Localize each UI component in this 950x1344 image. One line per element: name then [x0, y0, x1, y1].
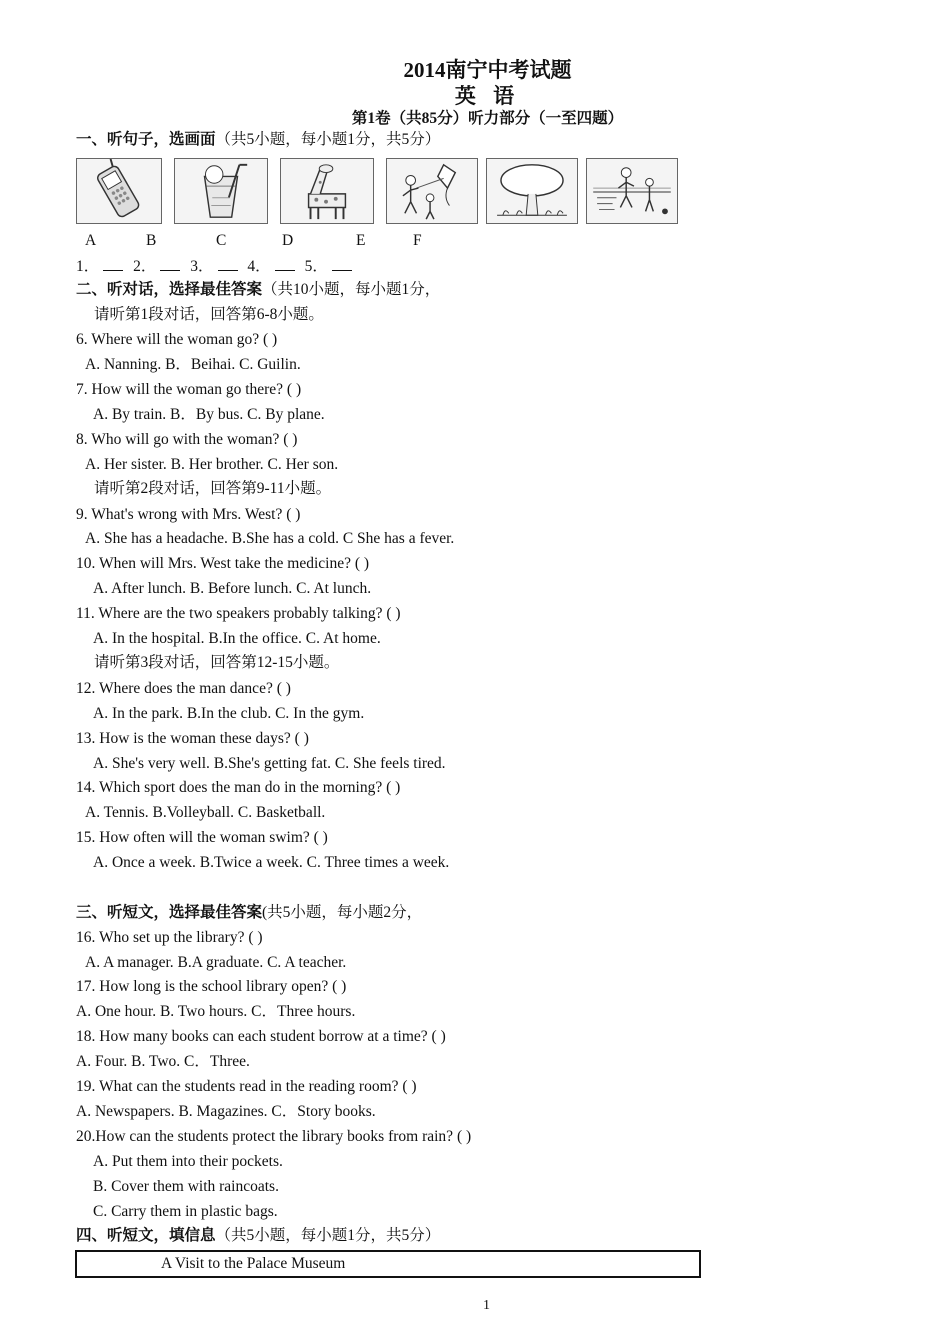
section2-heading-note: （共10小题，每小题1分，	[262, 281, 441, 298]
question-9: 9. What's wrong with Mrs. West? ( )	[76, 506, 301, 523]
options-19: A. Newspapers. B. Magazines. C．Story books.	[76, 1103, 376, 1120]
question-6: 6. Where will the woman go? ( )	[76, 331, 278, 348]
subject: 英 语	[454, 84, 521, 108]
section1-heading	[76, 130, 440, 150]
part-heading: 第1卷（共85分）听力部分（一至四题）	[351, 110, 624, 127]
page-number: 1	[483, 1298, 490, 1313]
section2-heading-bold: 二、听对话，选择最佳答案	[76, 281, 263, 298]
options-16: A. A manager. B.A graduate. C. A teacher.	[85, 954, 347, 971]
dialog2-instruction: 请听第2段对话，回答第9-11小题。	[94, 480, 332, 497]
kite-icon	[387, 159, 477, 223]
question-20: 20.How can the students protect the library books from rain? ( )	[76, 1128, 472, 1145]
question-17: 17. How long is the school library open? ( )	[76, 978, 347, 995]
answer-blank[interactable]	[103, 256, 123, 271]
children-icon	[587, 159, 677, 223]
answer-label: 5．	[304, 258, 328, 275]
question-10: 10. When will Mrs. West take the medicine? ( )	[76, 555, 370, 572]
phone-icon	[77, 159, 161, 223]
options-7: A. By train. B．By bus. C. By plane.	[93, 406, 325, 423]
question-14: 14. Which sport does the man do in the morning? ( )	[76, 779, 401, 796]
section4-heading	[76, 1226, 440, 1246]
options-17: A. One hour. B. Two hours. C．Three hours.	[76, 1003, 356, 1020]
picture-f	[586, 158, 678, 224]
section1-heading-note: （共5小题，每小题1分，共5分）	[215, 131, 441, 148]
answer-label: 2．	[133, 258, 157, 275]
answer-blank[interactable]	[160, 256, 180, 271]
question-15: 15. How often will the woman swim? ( )	[76, 829, 328, 846]
section3-heading-note: (共5小题，每小题2分，	[262, 904, 423, 921]
options-15: A. Once a week. B.Twice a week. C. Three times a week.	[93, 854, 450, 871]
picture-letter-f: F	[413, 232, 422, 249]
option-20c: C. Carry them in plastic bags.	[93, 1203, 278, 1220]
question-13: 13. How is the woman these days? ( )	[76, 730, 309, 747]
options-13: A. She's very well. B.She's getting fat. C. She feels tired.	[93, 755, 446, 772]
question-19: 19. What can the students read in the reading room? ( )	[76, 1078, 417, 1095]
answer-blank[interactable]	[218, 256, 238, 271]
option-20a: A. Put them into their pockets.	[93, 1153, 283, 1170]
juice-icon	[175, 159, 267, 223]
section1-answers	[76, 256, 358, 277]
question-8: 8. Who will go with the woman? ( )	[76, 431, 298, 448]
giraffe-icon	[281, 159, 373, 223]
answer-label: 4．	[247, 258, 271, 275]
option-20b: B. Cover them with raincoats.	[93, 1178, 279, 1195]
options-10: A. After lunch. B. Before lunch. C. At lunch.	[93, 580, 372, 597]
options-9: A. She has a headache. B.She has a cold. C She has a fever.	[85, 530, 455, 547]
section2-heading	[76, 280, 440, 300]
section1-heading-bold: 一、听句子，选画面	[76, 131, 216, 148]
options-6: A. Nanning. B．Beihai. C. Guilin.	[85, 356, 301, 373]
picture-c	[280, 158, 374, 224]
answer-label: 1．	[76, 258, 100, 275]
picture-letter-a: A	[85, 232, 97, 249]
options-11: A. In the hospital. B.In the office. C. At home.	[93, 630, 381, 647]
picture-a	[76, 158, 162, 224]
picture-d	[386, 158, 478, 224]
info-table-box	[75, 1250, 701, 1278]
question-7: 7. How will the woman go there? ( )	[76, 381, 302, 398]
answer-blank[interactable]	[275, 256, 295, 271]
title: 2014南宁中考试题	[403, 58, 572, 82]
tree-icon	[487, 159, 577, 223]
question-12: 12. Where does the man dance? ( )	[76, 680, 291, 697]
section4-heading-note: （共5小题，每小题1分，共5分）	[215, 1227, 441, 1244]
options-12: A. In the park. B.In the club. C. In the gym.	[93, 705, 365, 722]
info-table-title: A Visit to the Palace Museum	[161, 1255, 346, 1272]
options-8: A. Her sister. B. Her brother. C. Her son.	[85, 456, 339, 473]
picture-letter-b: B	[146, 232, 157, 249]
dialog1-instruction: 请听第1段对话，回答第6-8小题。	[94, 306, 324, 323]
picture-e	[486, 158, 578, 224]
dialog3-instruction: 请听第3段对话，回答第12-15小题。	[94, 654, 340, 671]
answer-blank[interactable]	[332, 256, 352, 271]
picture-b	[174, 158, 268, 224]
options-14: A. Tennis. B.Volleyball. C. Basketball.	[85, 804, 326, 821]
picture-letter-d: D	[282, 232, 294, 249]
picture-letter-e: E	[356, 232, 366, 249]
section3-heading	[76, 903, 422, 923]
question-11: 11. Where are the two speakers probably talking? ( )	[76, 605, 401, 622]
answer-label: 3．	[190, 258, 214, 275]
section4-heading-bold: 四、听短文，填信息	[76, 1227, 216, 1244]
picture-letter-c: C	[216, 232, 227, 249]
section3-heading-bold: 三、听短文，选择最佳答案	[76, 904, 263, 921]
question-16: 16. Who set up the library? ( )	[76, 929, 263, 946]
options-18: A. Four. B. Two. C．Three.	[76, 1053, 250, 1070]
question-18: 18. How many books can each student borrow at a time? ( )	[76, 1028, 446, 1045]
